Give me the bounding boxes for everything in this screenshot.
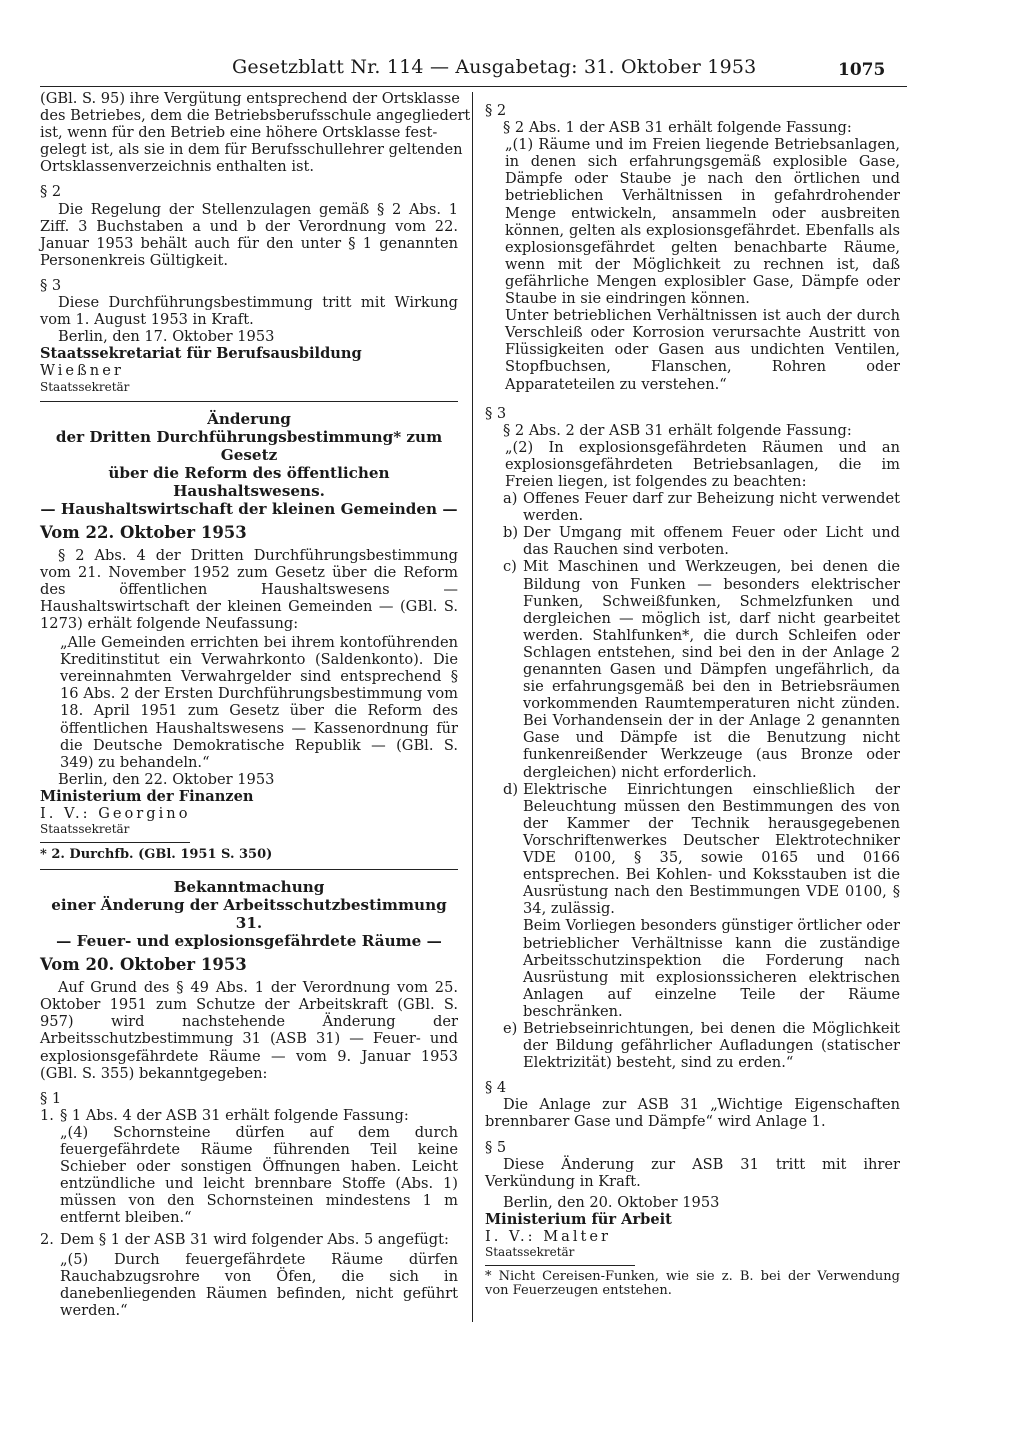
lettered-item [485,558,900,780]
continued-paragraph: (GBl. S. 95) ihre Vergütung entsprechend der Ortsklasse des Betriebes, dem die Betriebsberufsschule angegliedert ist, wenn für den Betrieb eine höhere Ortsklasse fest- gelegt ist, als sie in dem für Berufsschullehrer geltenden Ortsklassenverzeichnis enthalten ist. [40,90,471,176]
section-separator [40,869,458,870]
section-heading: § 3 [40,276,62,294]
lettered-item [485,490,900,524]
section-heading: § 2 [40,183,62,201]
section-separator [40,401,458,402]
document-title: Bekanntmachung einer Änderung der Arbeitsschutzbestimmung 31. — Feuer- und explosionsgefährdete Räume — [51,878,447,951]
section-intro: § 2 Abs. 2 der ASB 31 erhält folgende Fassung: [503,421,852,439]
item-text: Betriebseinrichtungen, bei denen die Möglichkeit der Bildung gefährlicher Aufladungen (statischer Elektrizität) besteht, sind zu erden.“ [523,1019,900,1072]
lettered-item [485,524,900,558]
header-rule [40,86,907,87]
document-title: Änderung der Dritten Durchführungsbestimmung* zum Gesetz über die Reform des öffentlichen Haushaltswesens. — Haushaltswirtschaft der kleinen Gemeinden — [40,409,458,518]
item-label: 2. [40,1230,54,1248]
lettered-item [485,781,900,918]
section-text: Diese Änderung zur ASB 31 tritt mit ihrer Verkündung in Kraft. [485,1155,900,1190]
item-label: a) [503,490,518,508]
signatory: I. V.: Georgino [40,805,191,822]
item-text: Dem § 1 der ASB 31 wird folgender Abs. 5 angefügt: [60,1230,449,1248]
page-header [0,56,1024,86]
signatory-role: Staatssekretär [40,379,130,394]
quoted-provision: „Alle Gemeinden errichten bei ihrem kontoführenden Kreditinstitut ein Verwahrkonto (Saldenkonto). Die vereinnahmten Verwahrgelder sind entsprechend § 16 Abs. 2 der Ersten Durchführungsbestimmung vom 18. April 1951 zum Gesetz über die Reform des öffentlichen Haushaltswesens — Kassenordnung für die Deutsche Demokratische Republik — (GBl. S. 349) zu behandeln.“ [60,634,458,771]
item-label: 1. [40,1106,54,1124]
section-text: Diese Durchführungsbestimmung tritt mit Wirkung vom 1. August 1953 in Kraft. [40,294,458,329]
numbered-item [40,1107,458,1227]
section-heading: § 1 [40,1089,62,1107]
document-intro: Auf Grund des § 49 Abs. 1 der Verordnung vom 25. Oktober 1951 zum Schutze der Arbeitskraft (GBl. S. 957) wird nachstehende Änderung der Arbeitsschutzbestimmung 31 (ASB 31) — Feuer- und explosionsgefährdete Räume — vom 9. Januar 1953 (GBl. S. 355) bekanntgegeben: [40,979,458,1082]
item-continuation [485,917,900,1020]
page-number: 1075 [838,60,886,80]
numbered-item [40,1231,458,1319]
quoted-provision: Unter betrieblichen Verhältnissen ist auch der durch Verschleiß oder Korrosion verursachte Austritt von Flüssigkeiten oder Gasen aus undichten Ventilen, Stopfbuchsen, Flanschen, Rohren oder Apparateteilen zu verstehen.“ [505,307,900,393]
document-intro: § 2 Abs. 4 der Dritten Durchführungsbestimmung vom 21. November 1952 zum Gesetz über die Reform des öffentlichen Haushaltswesens — Haushaltswirtschaft der kleinen Gemeinden — (GBl. S. 1273) erhält folgende Neufassung: [40,546,458,632]
section-heading: § 4 [485,1079,507,1097]
section-text: Die Regelung der Stellenzulagen gemäß § 2 Abs. 1 Ziff. 3 Buchstaben a und b der Verordnung vom 22. Januar 1953 behält auch für den unter § 1 genannten Personenkreis Gültigkeit. [40,200,458,269]
item-quote: „(5) Durch feuergefährdete Räume dürfen Rauchabzugsrohre von Öfen, die sich in danebenliegenden Räumen befinden, nicht geführt werden.“ [60,1250,458,1319]
item-text: § 1 Abs. 4 der ASB 31 erhält folgende Fassung: [60,1106,409,1124]
section-intro: § 2 Abs. 1 der ASB 31 erhält folgende Fassung: [503,119,852,137]
footnote-rule [485,1265,635,1266]
item-text: Offenes Feuer darf zur Beheizung nicht verwendet werden. [523,490,900,525]
document-date: Vom 22. Oktober 1953 [40,522,247,542]
lettered-item [485,1020,900,1071]
section-heading: § 5 [485,1138,507,1156]
section-heading: § 3 [485,404,507,422]
item-label: c) [503,558,517,576]
issuing-authority: Staatssekretariat für Berufsausbildung [40,345,362,363]
column-divider [472,92,473,1322]
signatory-role: Staatssekretär [40,822,130,837]
item-text: Der Umgang mit offenem Feuer oder Licht und das Rauchen sind verboten. [523,524,900,559]
place-date: Berlin, den 22. Oktober 1953 [58,770,275,788]
left-column [40,90,471,1319]
item-text: Mit Maschinen und Werkzeugen, bei denen die Bildung von Funken — besonders elektrischer Funken, Schweißfunken, Schmelzfunken und dergleichen — möglich ist, darf nicht gearbeitet werden. Stahlfunken*, die durch Schleifen oder Schlagen entstehen, sind bei den in der Anlage 2 genannten Gasen und Dämpfen ungefährlich, da sie erfahrungsgemäß bei den in Betriebsräumen vorkommenden Raumtemperaturen nicht zünden. Bei Vorhandensein der in der Anlage 2 genannten Gase und Dämpfe ist die Benutzung nicht funkenreißender Werkzeuge (aus Bronze oder dergleichen) nicht erforderlich. [523,558,900,781]
item-label: e) [503,1019,518,1037]
issuing-authority: Ministerium für Arbeit [485,1210,672,1228]
issuing-authority: Ministerium der Finanzen [40,787,254,805]
running-title: Gesetzblatt Nr. 114 — Ausgabetag: 31. Oktober 1953 [232,56,757,78]
item-quote: „(4) Schornsteine dürfen auf dem durch feuergefährdete Räume führenden Teil keine Schieber oder sonstigen Öffnungen haben. Leicht entzündliche und leicht brennbare Stoffe (Abs. 1) müssen von den Schornsteinen mindestens 1 m entfernt bleiben.“ [60,1123,458,1227]
section-heading: § 2 [485,102,507,119]
signatory: Wießner [40,362,124,380]
quoted-provision: „(2) In explosionsgefährdeten Räumen und an explosionsgefährdeten Betriebsanlagen, die im Freien liegen, ist folgendes zu beachten: [505,438,900,490]
section-text: Die Anlage zur ASB 31 „Wichtige Eigenschaften brennbarer Gase und Dämpfe“ wird Anlage 1. [485,1096,900,1131]
footnote-rule [40,842,190,843]
place-date: Berlin, den 20. Oktober 1953 [503,1193,720,1211]
footnote: * 2. Durchfb. (GBl. 1951 S. 350) [40,847,273,863]
place-date: Berlin, den 17. Oktober 1953 [58,328,275,346]
signatory-role: Staatssekretär [485,1245,575,1260]
item-text: Beim Vorliegen besonders günstiger örtlicher oder betrieblicher Verhältnisse kann die zuständige Arbeitsschutzinspektion die Forderung nach Ausrüstung mit explosionssicheren elektrischen Anlagen auf einzelne Teile der Räume beschränken. [523,917,900,1020]
footnote: * Nicht Cereisen-Funken, wie sie z. B. bei der Verwendung von Feuerzeugen entstehen. [485,1269,900,1299]
right-column [485,90,900,1298]
item-label: d) [503,780,519,798]
document-date: Vom 20. Oktober 1953 [40,955,247,975]
signatory: I. V.: Malter [485,1228,612,1245]
quoted-provision: „(1) Räume und im Freien liegende Betriebsanlagen, in denen sich erfahrungsgemäß explosible Gase, Dämpfe oder Staube je nach den örtlichen und betrieblichen Verhältnissen in gefahrdrohender Menge entwickeln, ansammeln oder ausbreiten können, gelten als explosionsgefährdet. Ebenfalls als explosionsgefährdet gelten benachbarte Räume, wenn mit der Möglichkeit zu rechnen ist, daß gefährliche Mengen explosibler Gase, Dämpfe oder Staube in sie eindringen können. [505,136,900,308]
item-text: Elektrische Einrichtungen einschließlich der Beleuchtung müssen den Bestimmungen des von der Kammer der Technik herausgegebenen Vorschriftenwerkes Deutscher Elektrotechniker VDE 0100, § 35, sowie 0165 und 0166 entsprechen. Bei Kohlen- und Koksstauben ist die Ausrüstung nach den Bestimmungen VDE 0100, § 34, zulässig. [523,780,900,918]
item-label: b) [503,524,519,542]
